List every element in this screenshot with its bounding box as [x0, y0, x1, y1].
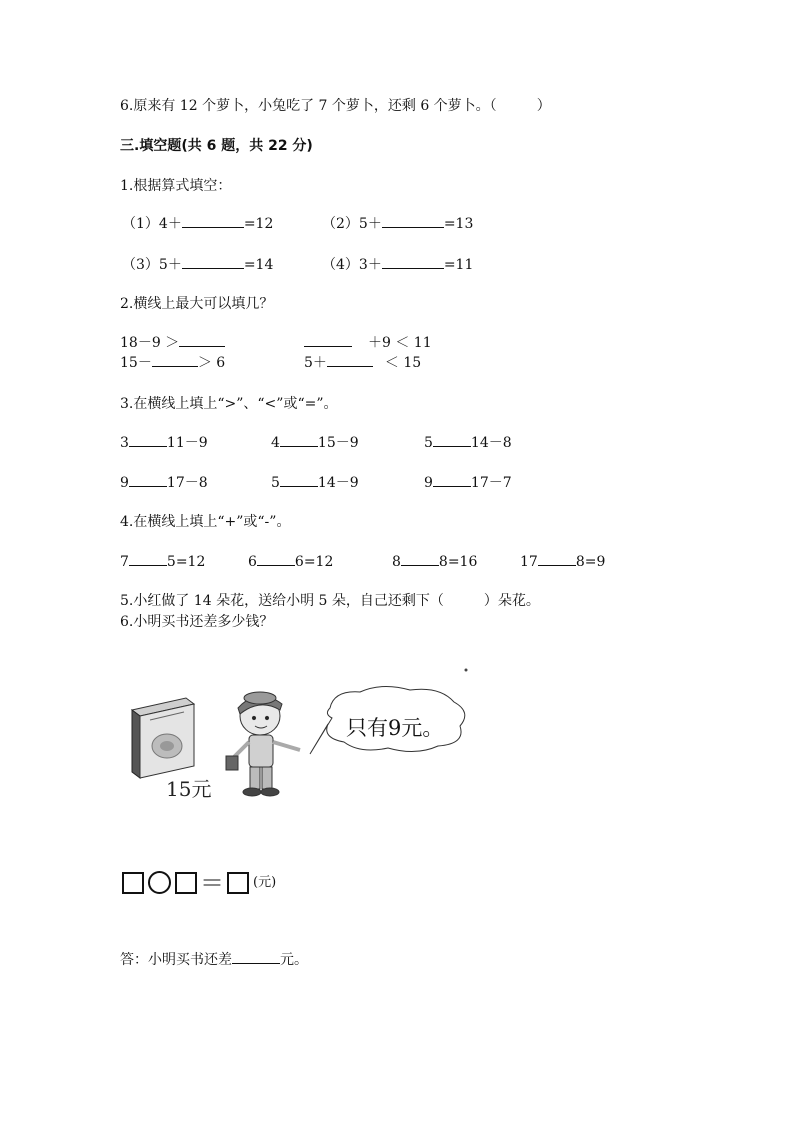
unit-label: (元) [253, 874, 277, 890]
q4-item: 7 5=12 [120, 554, 206, 570]
answer-blank[interactable] [538, 552, 576, 566]
q1-item-3: （3）5＋ =14 [122, 257, 274, 273]
circle-box[interactable] [148, 871, 171, 894]
square-box[interactable] [227, 872, 249, 894]
answer-blank[interactable] [129, 433, 167, 447]
q2-item-1: 18－9 ＞ [120, 333, 225, 353]
question-3-title: 3.在横线上填上“>”、“<”或“=”。 [120, 396, 338, 412]
square-box[interactable] [175, 872, 197, 894]
question-4-title: 4.在横线上填上“+”或“-”。 [120, 514, 291, 530]
boy-icon [226, 692, 300, 796]
q4-item: 17 8=9 [520, 554, 606, 570]
answer-blank[interactable] [152, 353, 198, 367]
answer-blank[interactable] [433, 473, 471, 487]
answer-blank[interactable] [401, 552, 439, 566]
answer-blank[interactable] [232, 950, 280, 964]
answer-blank[interactable] [382, 214, 444, 228]
answer-blank[interactable] [280, 433, 318, 447]
answer-blank[interactable] [327, 353, 373, 367]
question-5: 5.小红做了 14 朵花，送给小明 5 朵，自己还剩下（ ）朵花。 [120, 593, 540, 609]
speech-text: 只有9元。 [346, 716, 444, 740]
equation-template [122, 869, 276, 896]
q2-item-2: ＋9 ＜ 11 [304, 333, 432, 353]
q2-item-4: 5＋ ＜ 15 [304, 355, 422, 371]
question-1-title: 1.根据算式填空： [120, 178, 232, 194]
q4-item: 8 8=16 [392, 554, 478, 570]
answer-blank[interactable] [280, 473, 318, 487]
q4-item: 6 6=12 [248, 554, 334, 570]
answer-blank[interactable] [433, 433, 471, 447]
answer-blank[interactable] [182, 214, 244, 228]
answer-blank[interactable] [182, 255, 244, 269]
question-6-title: 6.小明买书还差多少钱？ [120, 614, 274, 630]
question-2-title: 2.横线上最大可以填几？ [120, 296, 274, 312]
answer-blank[interactable] [179, 333, 225, 347]
word-problem-illustration [120, 660, 480, 820]
judge-item-6: 6.原来有 12 个萝卜，小兔吃了 7 个萝卜，还剩 6 个萝卜。（ ） [120, 98, 551, 114]
answer-blank[interactable] [129, 552, 167, 566]
answer-blank[interactable] [257, 552, 295, 566]
equals-sign: ＝ [200, 868, 224, 897]
q3-item: 5 14－8 [424, 435, 512, 451]
q2-item-3: 15－ ＞ 6 [120, 355, 226, 371]
q1-item-2: （2）5＋ =13 [322, 216, 474, 232]
q3-item: 9 17－8 [120, 475, 208, 491]
square-box[interactable] [122, 872, 144, 894]
book-price-label: 15元 [166, 777, 212, 801]
q1-item-4: （4）3＋ =11 [322, 257, 474, 273]
answer-blank[interactable] [304, 333, 352, 347]
section-title: 三.填空题(共 6 题，共 22 分) [120, 138, 313, 154]
q3-item: 4 15－9 [271, 435, 359, 451]
answer-line: 答：小明买书还差 元。 [120, 952, 308, 968]
q1-item-1: （1）4＋ =12 [122, 216, 274, 232]
answer-blank[interactable] [129, 473, 167, 487]
answer-blank[interactable] [382, 255, 444, 269]
q3-item: 3 11－9 [120, 435, 208, 451]
q3-item: 9 17－7 [424, 475, 512, 491]
q3-item: 5 14－9 [271, 475, 359, 491]
book-icon [132, 698, 194, 778]
